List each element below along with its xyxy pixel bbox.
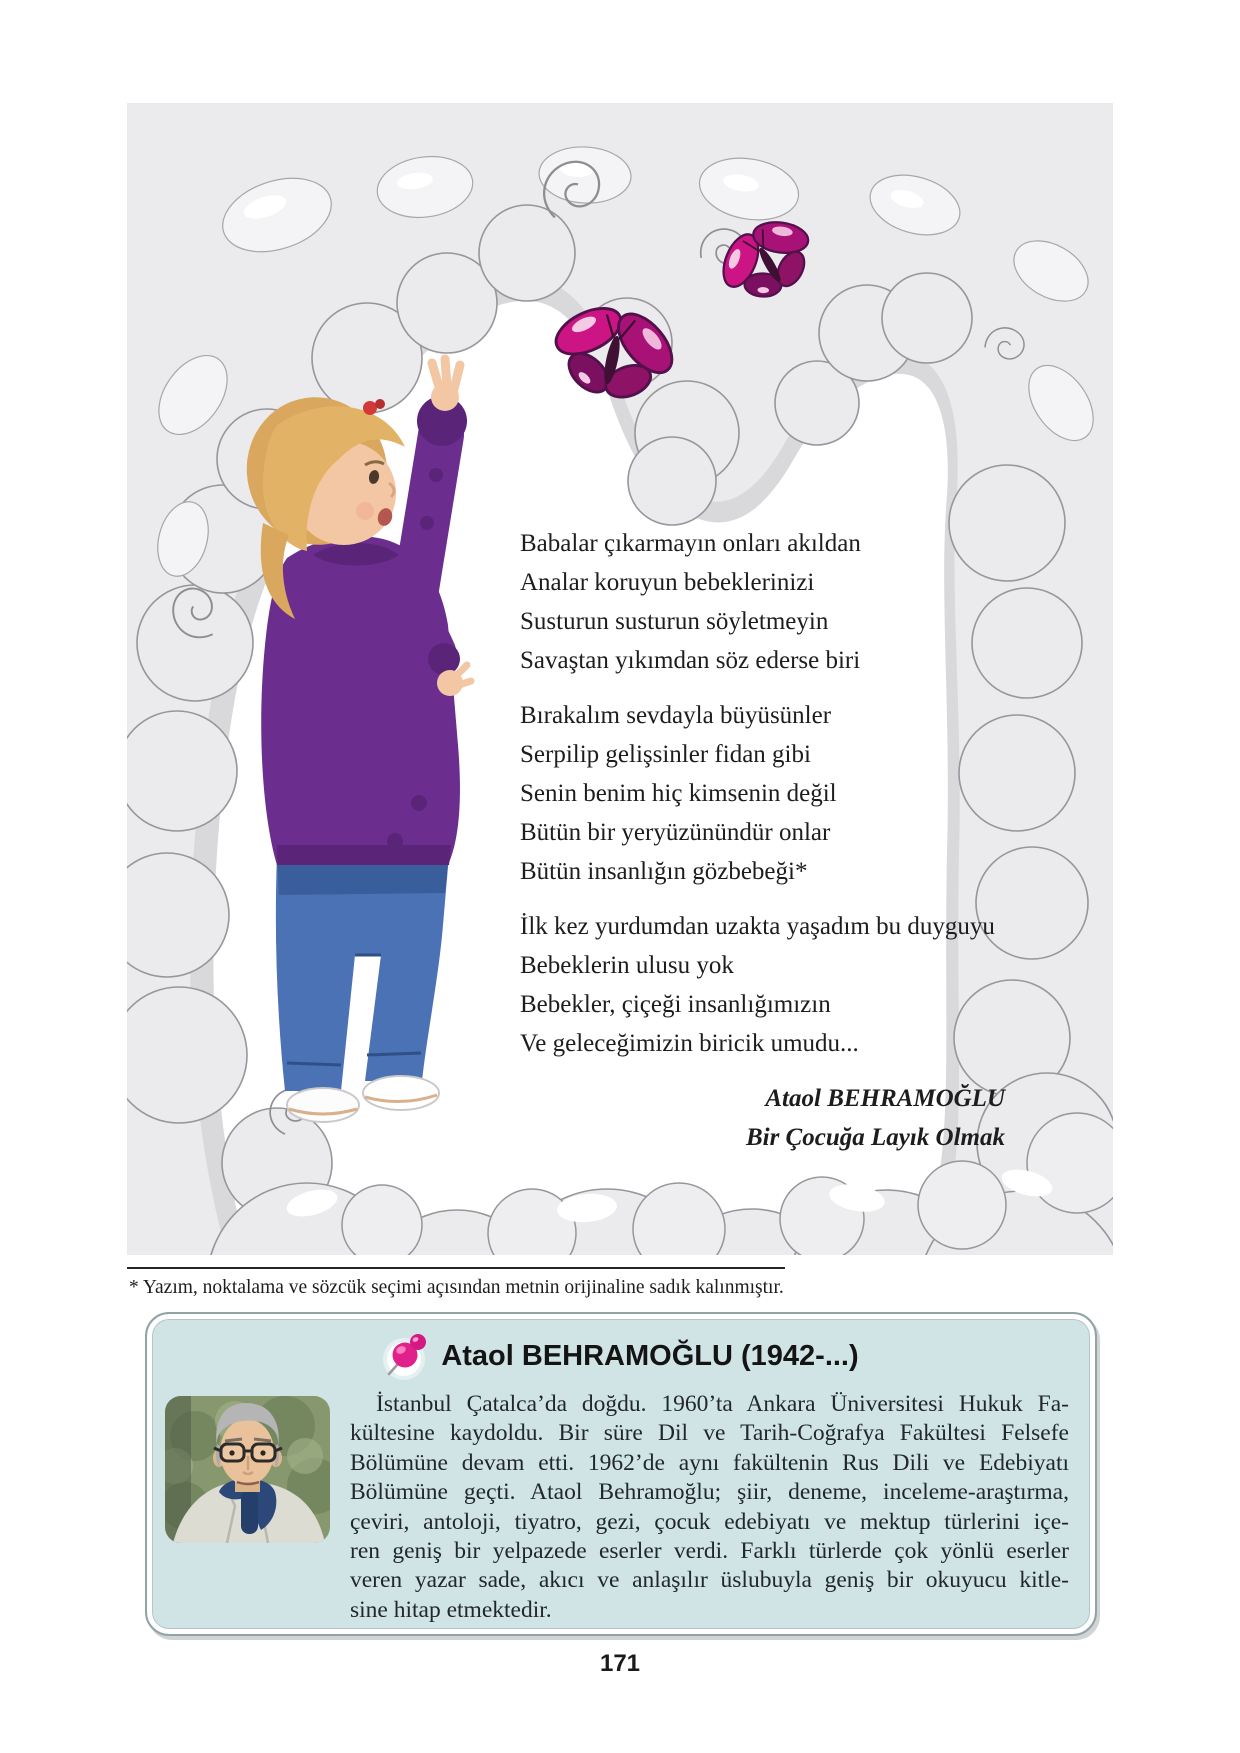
poem-line: Savaştan yıkımdan söz ederse biri xyxy=(520,647,861,674)
poem-text xyxy=(520,524,1005,1157)
poem-line: Serpilip gelişsinler fidan gibi xyxy=(520,741,811,768)
poem-stanza-3 xyxy=(520,907,1005,1063)
footnote-rule xyxy=(127,1267,785,1269)
poem-line: Analar koruyun bebeklerinizi xyxy=(520,569,815,596)
poem-line: Bütün bir yeryüzünündür onlar xyxy=(520,819,831,846)
pushpin-icon xyxy=(383,1332,431,1380)
bio-line: kültesine kaydoldu. Bir süre Dil ve Tarih-Coğrafya Fakültesi Felsefe xyxy=(350,1420,1069,1447)
bio-line: sine hitap etmektedir. xyxy=(350,1596,552,1623)
author-photo xyxy=(165,1396,330,1543)
page-number: 171 xyxy=(599,1650,641,1677)
bio-line: ren geniş bir yelpazede eserler verdi. Farklı türlerde çok yönlü eserler xyxy=(350,1538,1069,1565)
poem-line: Senin benim hiç kimsenin değil xyxy=(520,780,837,807)
poem-line: Susturun susturun söyletmeyin xyxy=(520,608,829,635)
poem-attribution xyxy=(520,1079,1005,1157)
bio-line: Bölümüne geçti. Ataol Behramoğlu; şiir, deneme, inceleme-araştırma, xyxy=(350,1479,1069,1506)
bio-line: çeviri, antoloji, tiyatro, gezi, çocuk edebiyatı ve mektup türlerini içe- xyxy=(350,1508,1069,1535)
bio-line: İstanbul Çatalca’da doğdu. 1960’ta Ankara Üniversitesi Hukuk Fa- xyxy=(376,1391,1069,1417)
bio-content xyxy=(147,1380,1095,1625)
bio-header xyxy=(147,1332,1095,1380)
poem-stanza-1 xyxy=(520,524,1005,680)
poem-line: Ve geleceğimizin biricik umudu... xyxy=(520,1030,859,1057)
footnote-text: * Yazım, noktalama ve sözcük seçimi açısından metnin orijinaline sadık kalınmıştır. xyxy=(129,1277,784,1298)
poem-line: Bırakalım sevdayla büyüsünler xyxy=(520,702,832,729)
poem-line: Bebekler, çiçeği insanlığımızın xyxy=(520,991,831,1018)
poem-stanza-2 xyxy=(520,696,1005,891)
poem-line: Bütün insanlığın gözbebeği* xyxy=(520,858,808,885)
author-portrait xyxy=(165,1396,330,1543)
author-bio-box xyxy=(145,1312,1097,1636)
poem-line: İlk kez yurdumdan uzakta yaşadım bu duyguyu xyxy=(520,913,995,940)
bio-line: veren yazar sade, akıcı ve anlaşılır üslubuyla geniş bir okuyucu kitle- xyxy=(350,1567,1069,1594)
bio-title: Ataol BEHRAMOĞLU (1942-...) xyxy=(441,1339,859,1372)
bio-line: Bölümüne devam etti. 1962’de aynı fakültenin Rus Dili ve Edebiyatı xyxy=(350,1449,1069,1476)
poem-title: Bir Çocuğa Layık Olmak xyxy=(745,1124,1005,1151)
poem-line: Bebeklerin ulusu yok xyxy=(520,952,734,979)
poem-author: Ataol BEHRAMOĞLU xyxy=(765,1085,1005,1112)
poem-line: Babalar çıkarmayın onları akıldan xyxy=(520,530,861,557)
bio-text xyxy=(350,1390,1069,1625)
